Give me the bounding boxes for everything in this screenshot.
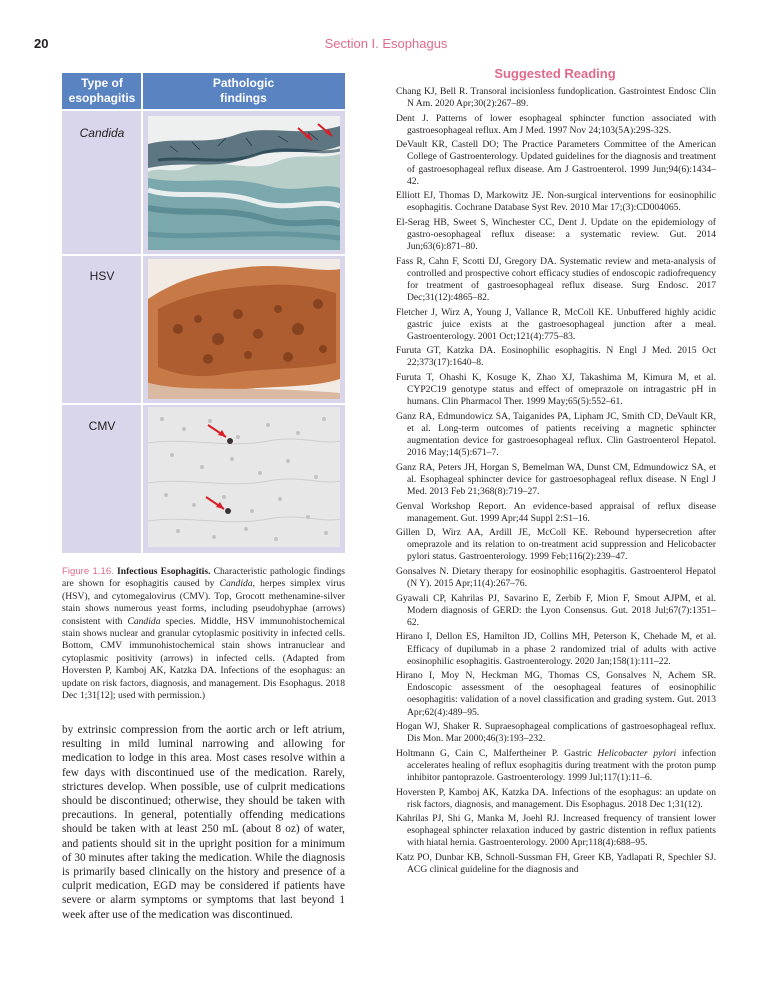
running-head: Section I. Esophagus (324, 36, 448, 51)
figure-title: Infectious Esophagitis. (117, 566, 211, 577)
figure-label: Figure 1.16. (62, 566, 114, 577)
caption-italic: Candida (219, 578, 253, 590)
reference-text: infection accelerates healing of reflux esophagitis during treatment with the proton pump inhibitor pantoprazole. Gastroenterology. 1999 Jul;117(1):11–6. (407, 747, 717, 783)
row-divider (62, 403, 345, 405)
suggested-reading-heading: Suggested Reading (494, 66, 616, 81)
caption-text: , herpes simplex virus (HSV), and cytomegalovirus (CMV). Top, Grocott methenamine-silver stain shows numerous yeast forms, including pseudohyphae (arrows) consistent with (62, 578, 345, 627)
hsv-micrograph (148, 259, 340, 399)
reference-item: Gyawali CP, Kahrilas PJ, Savarino E, Zerbib F, Mion F, Smout AJPM, et al. Modern diagnosis of GERD: the Lyon Consensus. Gut. 2018 Jul;67(7):1351–62. (396, 592, 716, 628)
reference-list (396, 86, 716, 879)
row-label-candida: Candida (79, 126, 125, 140)
reference-item: Hirano I, Moy N, Heckman MG, Thomas CS, Gonsalves N, Achem SR. Endoscopic assessment of the oesophageal features of eosinophilic oesophagitis: validation of a novel classification and grading system. Gut. 2013 Apr;62(4):489–95. (396, 670, 716, 718)
reference-item: Ganz RA, Edmundowicz SA, Taiganides PA, Lipham JC, Smith CD, DeVault KR, et al. Long-term outcomes of patients receiving a magnetic sphincter augmentation device for gastroesophageal reflux. Clin Gastroenterol Hepatol. 2016 May;14(5):671–7. (396, 410, 716, 459)
reference-item: Dent J. Patterns of lower esophageal sphincter function associated with gastroesophageal reflux. Am J Med. 1997 Nov 24;103(5A):29S-32S. (396, 112, 716, 136)
row-label-cmv: CMV (88, 419, 116, 433)
reference-item: DeVault KR, Castell DO; The Practice Parameters Committee of the American College of Gastroenterology. Updated guidelines for the diagnosis and treatment of gastroesophageal reflux disease. Am J Gastroenterol. 1999 Jun;94(6):1434–42. (396, 139, 716, 187)
reference-item: Katz PO, Dunbar KB, Schnoll-Sussman FH, Greer KB, Yadlapati R, Spechler SJ. ACG clinical guideline for the diagnosis and (396, 852, 716, 876)
reference-item: El-Serag HB, Sweet S, Winchester CC, Dent J. Update on the epidemiology of gastro-oesophageal reflux disease: a systematic review. Gut. 2014 Jun;63(6):871–80. (396, 216, 716, 253)
header-pathologic-findings: Pathologic findings (212, 76, 275, 105)
reference-item: Hoversten P, Kamboj AK, Katzka DA. Infections of the esophagus: an update on risk factors, diagnosis, and management. Dis Esophagus. 2018 Dec 1;31(12). (396, 786, 716, 810)
figure-table-header (62, 73, 345, 111)
reference-item: Ganz RA, Peters JH, Horgan S, Bemelman WA, Dunst CM, Edmundowicz SA, et al. Esophageal sphincter device for gastroesophageal reflux disease. N Engl J Med. 2013 Feb 21;368(8):719–27. (396, 461, 716, 497)
header-type-of-esophagitis: Type of esophagitis (68, 76, 136, 105)
reference-item: Hogan WJ, Shaker R. Supraesophageal complications of gastroesophageal reflux. Dis Mon. Mar 2000;46(3):193–232. (396, 721, 716, 745)
candida-micrograph (148, 116, 340, 250)
caption-text: species. Middle, HSV immunohistochemical stain shows nuclear and granular cytoplasmic positivity in infected cells. Bottom, CMV immunohistochemical stain shows intranuclear and cytoplasmic positivity (arrows) in infected cells. (Adapted from Hoversten P, Kamboj AK, Katzka DA. Infections of the esophagus: an update on risk factors, diagnosis, and management. Dis Esophagus. 2018 Dec 1;31[12]; used with permission.) (62, 615, 345, 702)
body-paragraph: by extrinsic compression from the aortic arch or left atrium, resulting in mild luminal narrowing and allowing for medication to lodge in this area. Most cases resolve within a few days with discontinued use of the medication. Rarely, strictures develop. When possible, use of culprit medications should be discontinued; otherwise, they should be taken with precautions. In general, potentially offending medications should be taken with at least 250 mL (about 8 oz) of water, and patients should sit in the upright position for a minimum of 30 minutes after taking the medication. While the diagnosis is primarily based clinically on the history and presence of a culprit medication, EGD may be considered if patients have severe or alarm symptoms or symptoms that last beyond 1 week after use of the medication was discontinued. (62, 724, 345, 921)
reference-item: Gillen D, Wirz AA, Ardill JE, McColl KE. Rebound hypersecretion after omeprazole and its relation to on-treatment acid suppression and Helicobacter pylori status. Gastroenterology. 1999 Feb;116(2):239–47. (396, 527, 716, 563)
reference-item: Kahrilas PJ, Shi G, Manka M, Joehl RJ. Increased frequency of transient lower esophageal sphincter relaxation induced by gastric distention in reflux patients with hiatal hernia. Gastroenterology. 2000 Apr;118(4):688–95. (396, 813, 716, 849)
reference-item (396, 748, 716, 784)
row-divider (62, 254, 345, 256)
row-label-hsv: HSV (89, 269, 115, 283)
reference-item: Furuta GT, Katzka DA. Eosinophilic esophagitis. N Engl J Med. 2015 Oct 22;373(17):1640–8. (396, 345, 716, 369)
reference-item: Gonsalves N. Dietary therapy for eosinophilic esophagitis. Gastroenterol Hepatol (N Y). 2015 Apr;11(4):267–76. (396, 565, 716, 590)
figure-caption (62, 566, 345, 702)
caption-italic: Candida (127, 615, 161, 627)
caption-text: Characteristic pathologic findings are shown for esophagitis caused by (62, 566, 345, 590)
reference-item: Genval Workshop Report. An evidence-based appraisal of reflux disease management. Gut. 1999 Apr;44 Suppl 2:S1–16. (396, 500, 716, 524)
reference-item: Hirano I, Dellon ES, Hamilton JD, Collins MH, Peterson K, Chehade M, et al. Efficacy of dupilumab in a phase 2 randomized trial of adults with active eosinophilic esophagitis. Gastroenterology. 2020 Jan;158(1):111–22. (396, 631, 716, 667)
cmv-micrograph (148, 407, 340, 547)
column-divider (141, 73, 143, 553)
reference-item: Elliott EJ, Thomas D, Markowitz JE. Non-surgical interventions for eosinophilic esophagitis. Cochrane Database Syst Rev. 2010 Mar 17;(3):CD004065. (396, 190, 716, 214)
reference-item: Furuta T, Ohashi K, Kosuge K, Zhao XJ, Takashima M, Kimura M, et al. CYP2C19 genotype status and effect of omeprazole on intragastric pH in humans. Clin Pharmacol Ther. 1999 May;65(5):552–61. (396, 372, 716, 408)
figure-table (62, 73, 345, 553)
reference-italic: Helicobacter pylori (597, 747, 677, 759)
reference-text: Holtmann G, Cain C, Malfertheiner P. Gastric (396, 747, 598, 759)
reference-item: Chang KJ, Bell R. Transoral incisionless fundoplication. Gastrointest Endosc Clin N Am. 2020 Apr;30(2):267–89. (396, 86, 716, 110)
reference-item: Fletcher J, Wirz A, Young J, Vallance R, McColl KE. Unbuffered highly acidic gastric juice exists at the gastroesophageal junction after a meal. Gastroenterology. 2001 Oct;121(4):775–83. (396, 306, 716, 342)
page-number: 20 (34, 36, 49, 51)
reference-item: Fass R, Cahn F, Scotti DJ, Gregory DA. Systematic review and meta-analysis of controlled and prospective cohort efficacy studies of endoscopic radiofrequency for treatment of gastroesophageal reflux disease. Surg Endosc. 2017 Dec;31(12):4865–82. (396, 255, 716, 303)
